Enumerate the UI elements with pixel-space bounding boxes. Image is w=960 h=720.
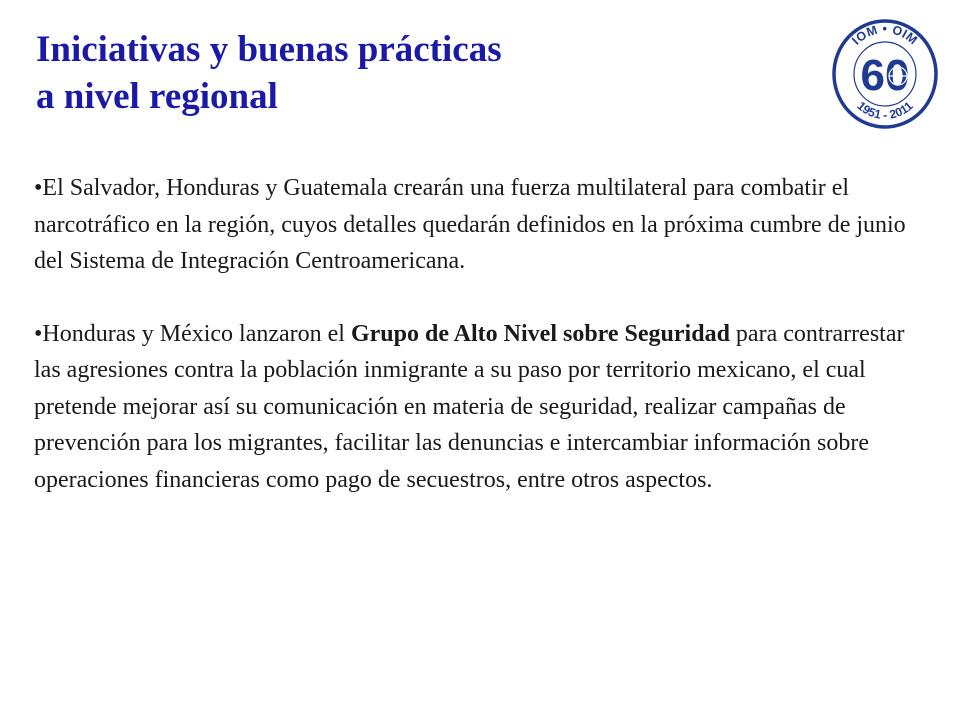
bullet-item-1	[34, 170, 914, 280]
iom-60-anniversary-logo	[830, 14, 940, 130]
bullet-marker: •	[34, 175, 43, 201]
slide-body	[34, 170, 914, 498]
bullet-text: El Salvador, Honduras y Guatemala crearán una fuerza multilateral para combatir el narcotráfico en la región, cuyos detalles quedarán definidos en la próxima cumbre de junio del Sistema de Integración Centroamericana.	[34, 175, 906, 274]
bullet-marker: •	[34, 320, 43, 347]
bullet-text-before: Honduras y México lanzaron el	[42, 320, 351, 347]
svg-text:1951 - 2011	[854, 98, 915, 122]
slide-title-line-2: a nivel regional	[36, 76, 278, 117]
bullet-bold-text: Grupo de Alto Nivel sobre Seguridad	[350, 320, 730, 347]
logo-bottom-text: 1951 - 2011	[854, 98, 916, 123]
bullet-item-2	[34, 316, 914, 499]
logo-top-text: IOM • OIM	[849, 22, 921, 48]
slide-title	[36, 26, 796, 120]
bullet-text-after: para contrarrestar las agresiones contra la población inmigrante a su paso por territorio mexicano, el cual pretende mejorar así su comunicación en materia de seguridad, realizar campañas de prevención para los migrantes, facilitar las denuncias e intercambiar información sobre operaciones financieras como pago de secuestros, entre otros aspectos.	[34, 320, 905, 493]
logo-number: 60	[860, 51, 910, 100]
slide-title-line-1: Iniciativas y buenas prácticas	[36, 29, 502, 70]
